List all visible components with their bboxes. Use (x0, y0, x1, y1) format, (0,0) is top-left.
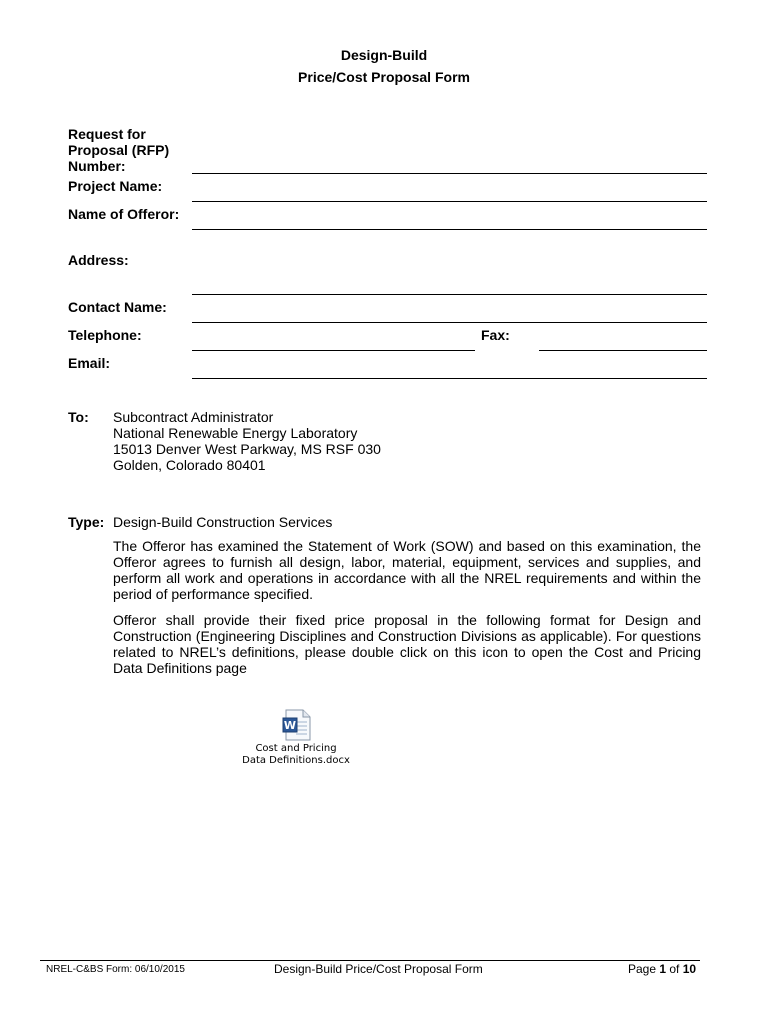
project-name-label: Project Name: (68, 178, 163, 194)
footer-page-number: Page 1 of 10 (628, 962, 697, 976)
rfp-number-field[interactable] (192, 173, 707, 174)
rfp-number-label: Request for Proposal (RFP) Number: (68, 126, 170, 174)
fax-label: Fax: (481, 327, 510, 343)
recipient-address: Subcontract Administrator National Renewable Energy Laboratory 15013 Denver West Parkway, MS RSF 030 Golden, Colorado 80401 (113, 409, 381, 473)
type-label: Type: (68, 514, 105, 530)
footer-title: Design-Build Price/Cost Proposal Form (274, 962, 483, 976)
email-field[interactable] (192, 378, 707, 379)
type-value: Design-Build Construction Services (113, 514, 333, 530)
word-icon-letter: W (283, 719, 297, 732)
address-label: Address: (68, 252, 129, 268)
address-field[interactable] (192, 294, 707, 295)
fax-field[interactable] (539, 350, 707, 351)
contact-name-label: Contact Name: (68, 299, 167, 315)
project-name-field[interactable] (192, 201, 707, 202)
email-label: Email: (68, 355, 111, 371)
footer-divider (40, 960, 700, 961)
document-title-line1: Design-Build (340, 47, 428, 63)
to-label: To: (68, 409, 89, 425)
offeror-statement-paragraph: The Offeror has examined the Statement of Work (SOW) and based on this examination, the Offeror agrees to furnish all design, labor, material, equipment, services and supplies, and perform all work and operations in accordance with all the NREL requirements and within the period of performance specified. (113, 538, 701, 602)
contact-name-field[interactable] (192, 322, 707, 323)
telephone-label: Telephone: (68, 327, 142, 343)
footer-form-id: NREL-C&BS Form: 06/10/2015 (46, 964, 185, 975)
document-title-line2: Price/Cost Proposal Form (298, 69, 470, 85)
proposal-format-paragraph: Offeror shall provide their fixed price proposal in the following format for Design and Construction (Engineering Disciplines and Construction Divisions as applicable). For questions related to NREL’s definitions, please double click on this icon to open the Cost and Pricing Data Definitions page (113, 612, 701, 676)
offeror-name-label: Name of Offeror: (68, 206, 180, 222)
offeror-name-field[interactable] (192, 229, 707, 230)
attachment-filename[interactable]: Cost and Pricing Data Definitions.docx (242, 743, 350, 766)
word-document-icon[interactable] (282, 709, 312, 741)
telephone-field[interactable] (192, 350, 475, 351)
